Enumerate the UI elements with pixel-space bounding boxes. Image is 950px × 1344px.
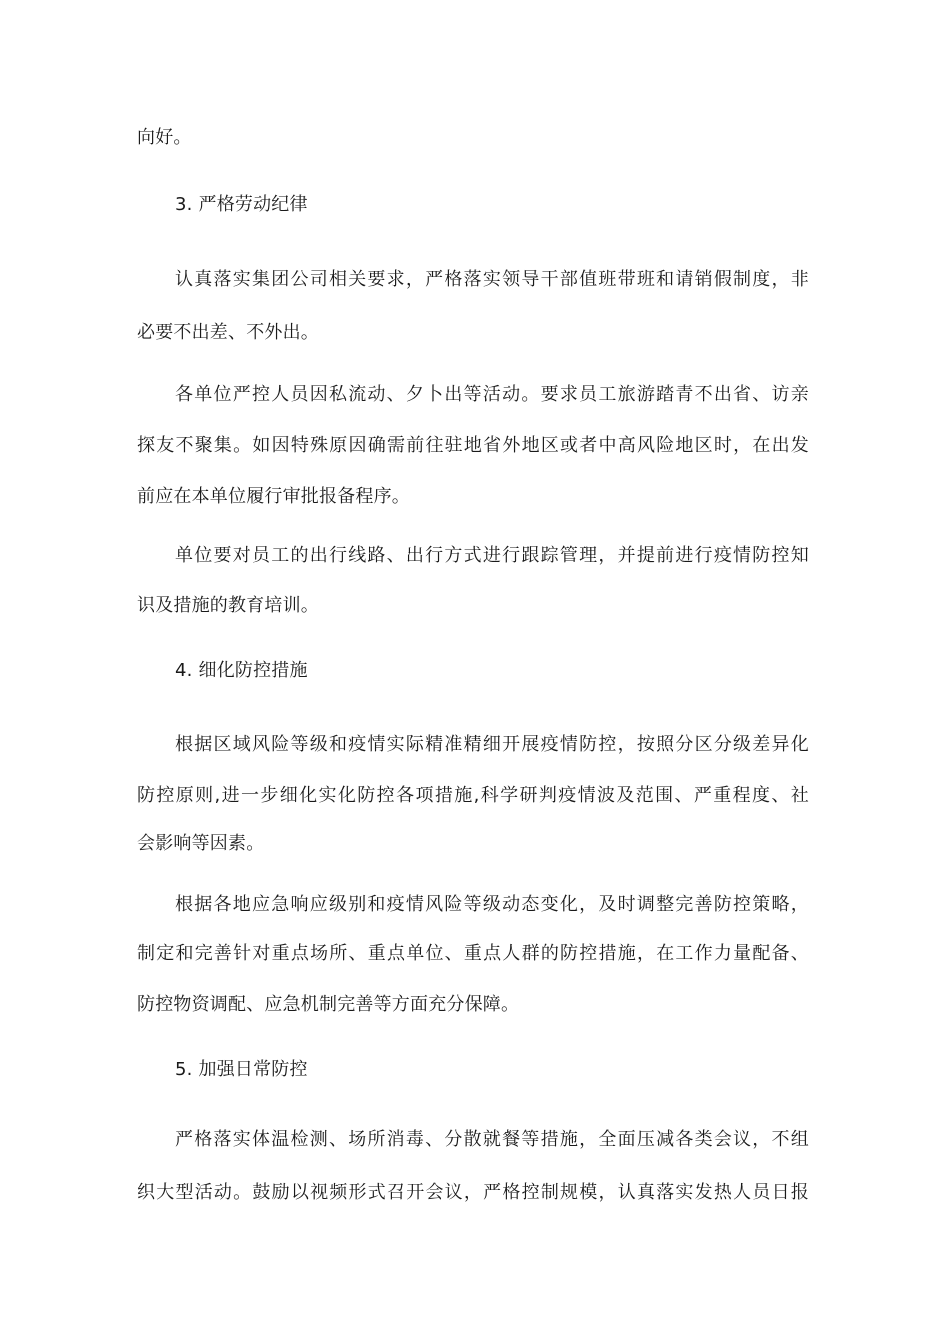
paragraph-line: 前应在本单位履行审批报备程序。 [137, 486, 410, 507]
paragraph-line: 认真落实集团公司相关要求，严格落实领导干部值班带班和请销假制度，非 [175, 269, 809, 290]
section-heading-5: 5. 加强日常防控 [175, 1059, 308, 1080]
paragraph-line: 防控原则,进一步细化实化防控各项措施,科学研判疫情波及范围、严重程度、社 [137, 785, 809, 806]
paragraph-line: 防控物资调配、应急机制完善等方面充分保障。 [137, 994, 520, 1015]
paragraph-line: 织大型活动。鼓励以视频形式召开会议，严格控制规模，认真落实发热人员日报 [137, 1182, 809, 1203]
paragraph-line: 制定和完善针对重点场所、重点单位、重点人群的防控措施，在工作力量配备、 [137, 943, 809, 964]
paragraph-line: 各单位严控人员因私流动、夕卜出等活动。要求员工旅游踏青不出省、访亲 [175, 384, 809, 405]
paragraph-line: 探友不聚集。如因特殊原因确需前往驻地省外地区或者中高风险地区时，在出发 [137, 435, 809, 456]
paragraph-line: 单位要对员工的出行线路、出行方式进行跟踪管理，并提前进行疫情防控知 [175, 545, 809, 566]
paragraph-line: 必要不出差、不外出。 [137, 322, 319, 343]
paragraph-line: 严格落实体温检测、场所消毒、分散就餐等措施，全面压减各类会议，不组 [175, 1129, 809, 1150]
paragraph-line: 向好。 [137, 127, 192, 148]
paragraph-line: 根据各地应急响应级别和疫情风险等级动态变化，及时调整完善防控策略， [175, 894, 809, 915]
paragraph-line: 根据区域风险等级和疫情实际精准精细开展疫情防控，按照分区分级差异化 [175, 734, 809, 755]
paragraph-line: 会影响等因素。 [137, 833, 265, 854]
paragraph-line: 识及措施的教育培训。 [137, 595, 319, 616]
section-heading-3: 3. 严格劳动纪律 [175, 194, 308, 215]
section-heading-4: 4. 细化防控措施 [175, 660, 308, 681]
